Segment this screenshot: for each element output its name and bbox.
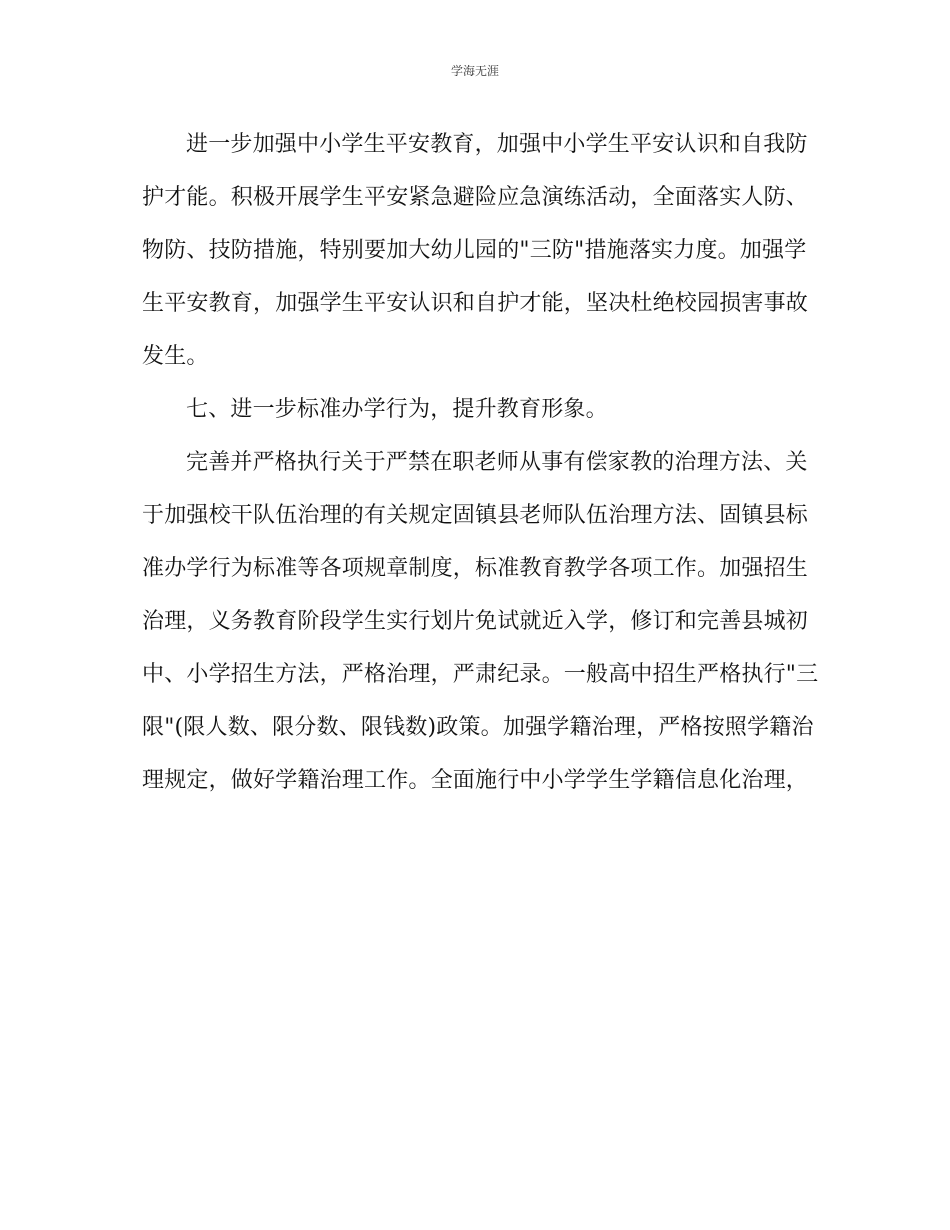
- paragraph-line: 生平安教育，加强学生平安认识和自护才能，坚决杜绝校园损害事故: [142, 291, 809, 316]
- paragraph-line: 准办学行为标准等各项规章制度，标准教育教学各项工作。加强招生: [142, 556, 809, 581]
- paragraph-line: 中、小学招生方法，严格治理，严肃纪录。一般高中招生严格执行"三: [142, 662, 819, 687]
- paragraph-line: 理规定，做好学籍治理工作。全面施行中小学学生学籍信息化治理，: [142, 768, 809, 793]
- paragraph-line: 限"(限人数、限分数、限钱数)政策。加强学籍治理，严格按照学籍治: [142, 715, 814, 740]
- paragraph-line: 完善并严格执行关于严禁在职老师从事有偿家教的治理方法、关: [186, 450, 808, 475]
- paragraph-line: 护才能。积极开展学生平安紧急避险应急演练活动，全面落实人防、: [142, 185, 809, 210]
- paragraph-line: 进一步加强中小学生平安教育，加强中小学生平安认识和自我防: [186, 132, 808, 157]
- page-header: 学海无涯: [450, 64, 499, 78]
- document-body: [142, 118, 819, 807]
- paragraph-line: 发生。: [142, 344, 209, 369]
- paragraph-line: 物防、技防措施，特别要加大幼儿园的"三防"措施落实力度。加强学: [142, 238, 807, 263]
- section-heading: 七、进一步标准办学行为，提升教育形象。: [186, 397, 608, 422]
- paragraph-line: 于加强校干队伍治理的有关规定固镇县老师队伍治理方法、固镇县标: [142, 503, 809, 528]
- paragraph-line: 治理，义务教育阶段学生实行划片免试就近入学，修订和完善县城初: [142, 609, 809, 634]
